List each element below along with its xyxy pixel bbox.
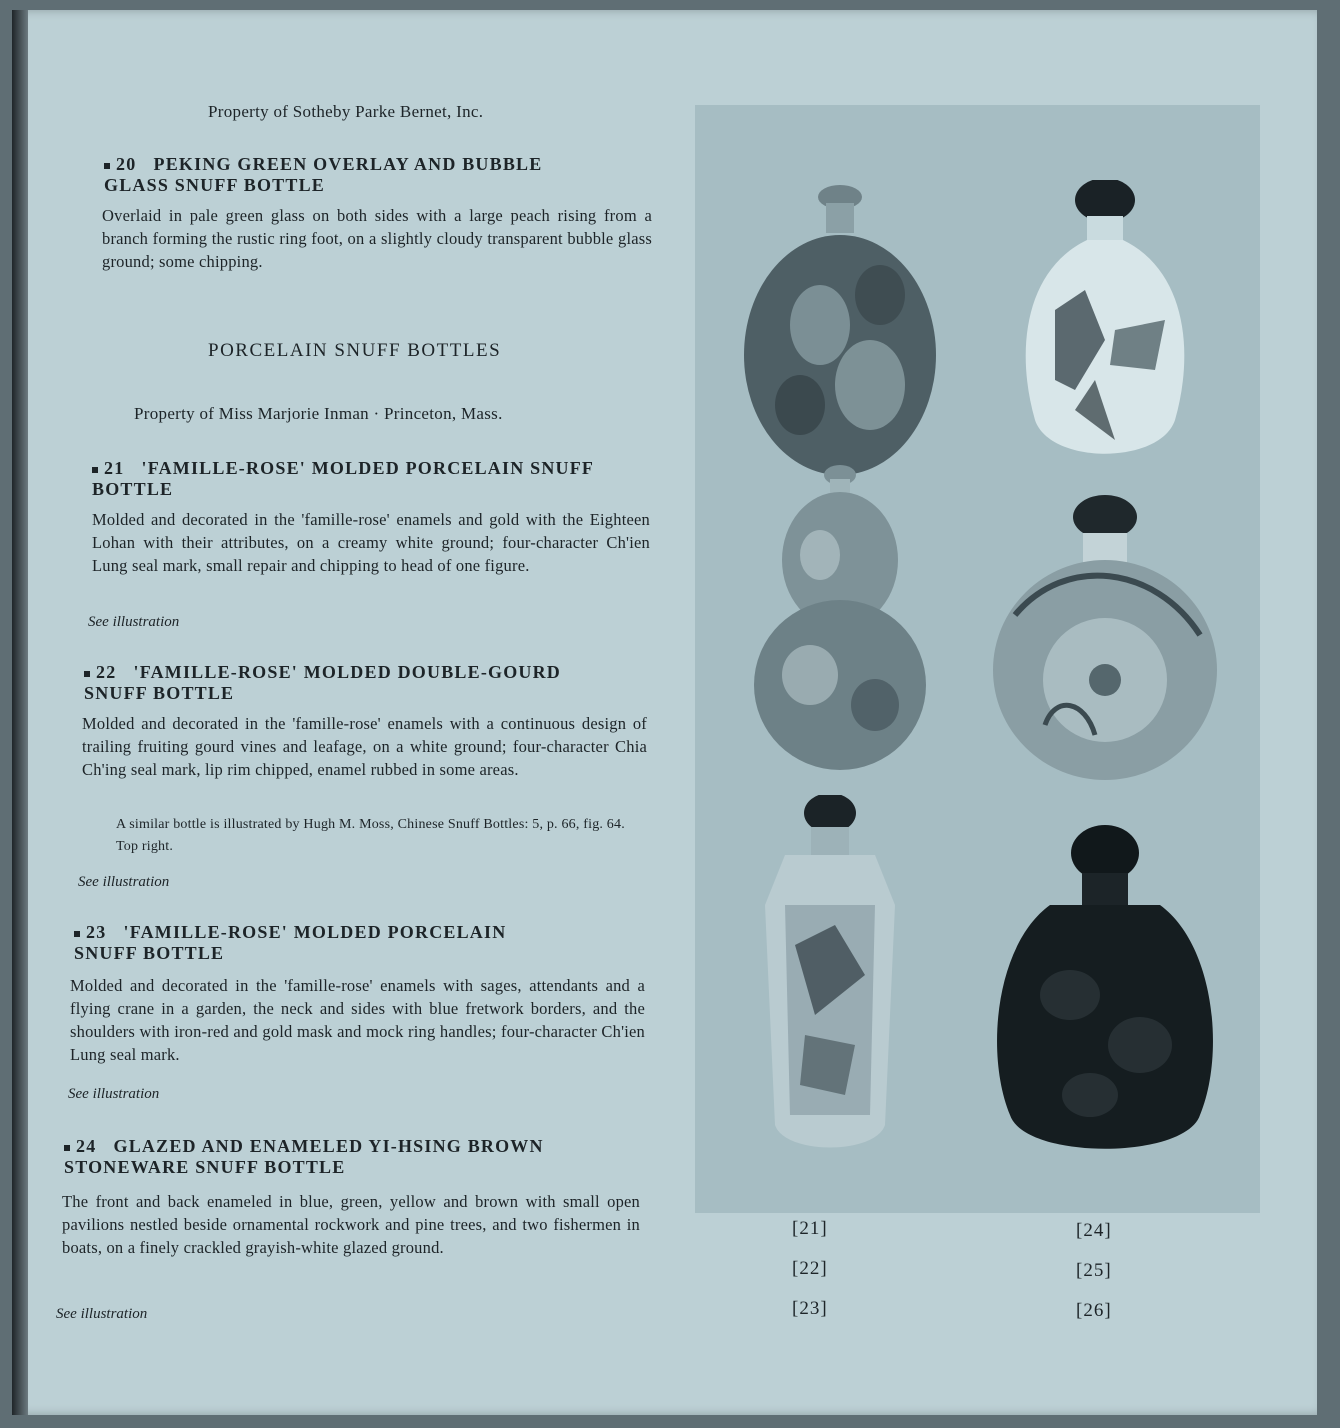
- lot-title-line-2: STONEWARE SNUFF BOTTLE: [64, 1157, 346, 1177]
- figure-label-21: [21]: [792, 1218, 828, 1239]
- figure-label-24: [24]: [1076, 1220, 1112, 1241]
- lot-title-line-2: BOTTLE: [92, 479, 174, 499]
- lot-22-see-illustration: See illustration: [78, 874, 170, 890]
- property-line-sotheby: Property of Sotheby Parke Bernet, Inc.: [208, 102, 484, 121]
- bottle-26-image: [990, 825, 1220, 1165]
- lot-23-description: Molded and decorated in the 'famille-rose' enamels with sages, attendants and a flying crane in a garden, the neck and sides with blue fretwork borders, and the shoulders with iron-red and gold mask and mock ring handles; four-character Ch'ien Lung seal mark.: [70, 976, 645, 1064]
- lot-21-see-illustration: See illustration: [88, 614, 180, 630]
- lot-title-line-1: 'FAMILLE-ROSE' MOLDED PORCELAIN: [123, 922, 507, 942]
- bottle-24-image: [1015, 180, 1195, 480]
- lot-21-description: Molded and decorated in the 'famille-rose' enamels and gold with the Eighteen Lohan with their attributes, on a creamy white ground; four-character Ch'ien Lung seal mark, small repair and chipping to head of one figure.: [92, 510, 650, 575]
- property-line-inman: Property of Miss Marjorie Inman · Princeton, Mass.: [134, 404, 503, 423]
- lot-22-reference-note: A similar bottle is illustrated by Hugh M. Moss, Chinese Snuff Bottles: 5, p. 66, fig. 64. Top right.: [116, 817, 625, 854]
- lot-21-title: [92, 458, 662, 500]
- lot-title-line-1: GLAZED AND ENAMELED YI-HSING BROWN: [113, 1136, 544, 1156]
- lot-20-description: Overlaid in pale green glass on both sides with a large peach rising from a branch forming the rustic ring foot, on a slightly cloudy transparent bubble glass ground; some chipping.: [102, 206, 652, 271]
- lot-number: 23: [86, 922, 107, 942]
- lot-title-line-1: 'FAMILLE-ROSE' MOLDED DOUBLE-GOURD: [133, 662, 562, 682]
- lot-24-title: [64, 1136, 644, 1178]
- figure-label-26: [26]: [1076, 1300, 1112, 1321]
- lot-number: 21: [104, 458, 125, 478]
- lot-title-line-1: PEKING GREEN OVERLAY AND BUBBLE: [153, 154, 543, 174]
- bottle-25-image: [985, 495, 1225, 785]
- bullet-square-icon: [104, 163, 110, 169]
- lot-23-title: [74, 922, 644, 964]
- lot-24-description: The front and back enameled in blue, green, yellow and brown with small open pavilions nestled beside ornamental rockwork and pine trees, and two fishermen in boats, on a finely crackled grayish-white glazed ground.: [62, 1192, 640, 1257]
- bullet-square-icon: [64, 1145, 70, 1151]
- photo-plate: [695, 105, 1260, 1213]
- lot-title-line-2: SNUFF BOTTLE: [74, 943, 225, 963]
- lot-title-line-2: GLASS SNUFF BOTTLE: [104, 175, 325, 195]
- bottle-23-image: [745, 795, 915, 1165]
- lot-22-title: [84, 662, 654, 704]
- figure-label-22: [22]: [792, 1258, 828, 1279]
- lot-number: 24: [76, 1136, 97, 1156]
- lot-24-see-illustration: See illustration: [56, 1306, 148, 1322]
- lot-title-line-2: SNUFF BOTTLE: [84, 683, 235, 703]
- section-title: PORCELAIN SNUFF BOTTLES: [208, 340, 502, 361]
- lot-number: 20: [116, 154, 137, 174]
- catalogue-page: [12, 10, 1317, 1415]
- lot-22-description: Molded and decorated in the 'famille-rose' enamels with a continuous design of trailing fruiting gourd vines and leafage, on a white ground; four-character Chia Ch'ing seal mark, lip rim chipped, enamel rubbed in some areas.: [82, 714, 647, 779]
- lot-20-title: [104, 154, 664, 196]
- bottle-22-image: [750, 465, 930, 775]
- lot-title-line-1: 'FAMILLE-ROSE' MOLDED PORCELAIN SNUFF: [141, 458, 595, 478]
- bullet-square-icon: [74, 931, 80, 937]
- bullet-square-icon: [92, 467, 98, 473]
- figure-label-23: [23]: [792, 1298, 828, 1319]
- text-column: [12, 10, 692, 1415]
- lot-number: 22: [96, 662, 117, 682]
- bottle-21-image: [740, 185, 940, 485]
- figure-label-25: [25]: [1076, 1260, 1112, 1281]
- lot-23-see-illustration: See illustration: [68, 1086, 160, 1102]
- bullet-square-icon: [84, 671, 90, 677]
